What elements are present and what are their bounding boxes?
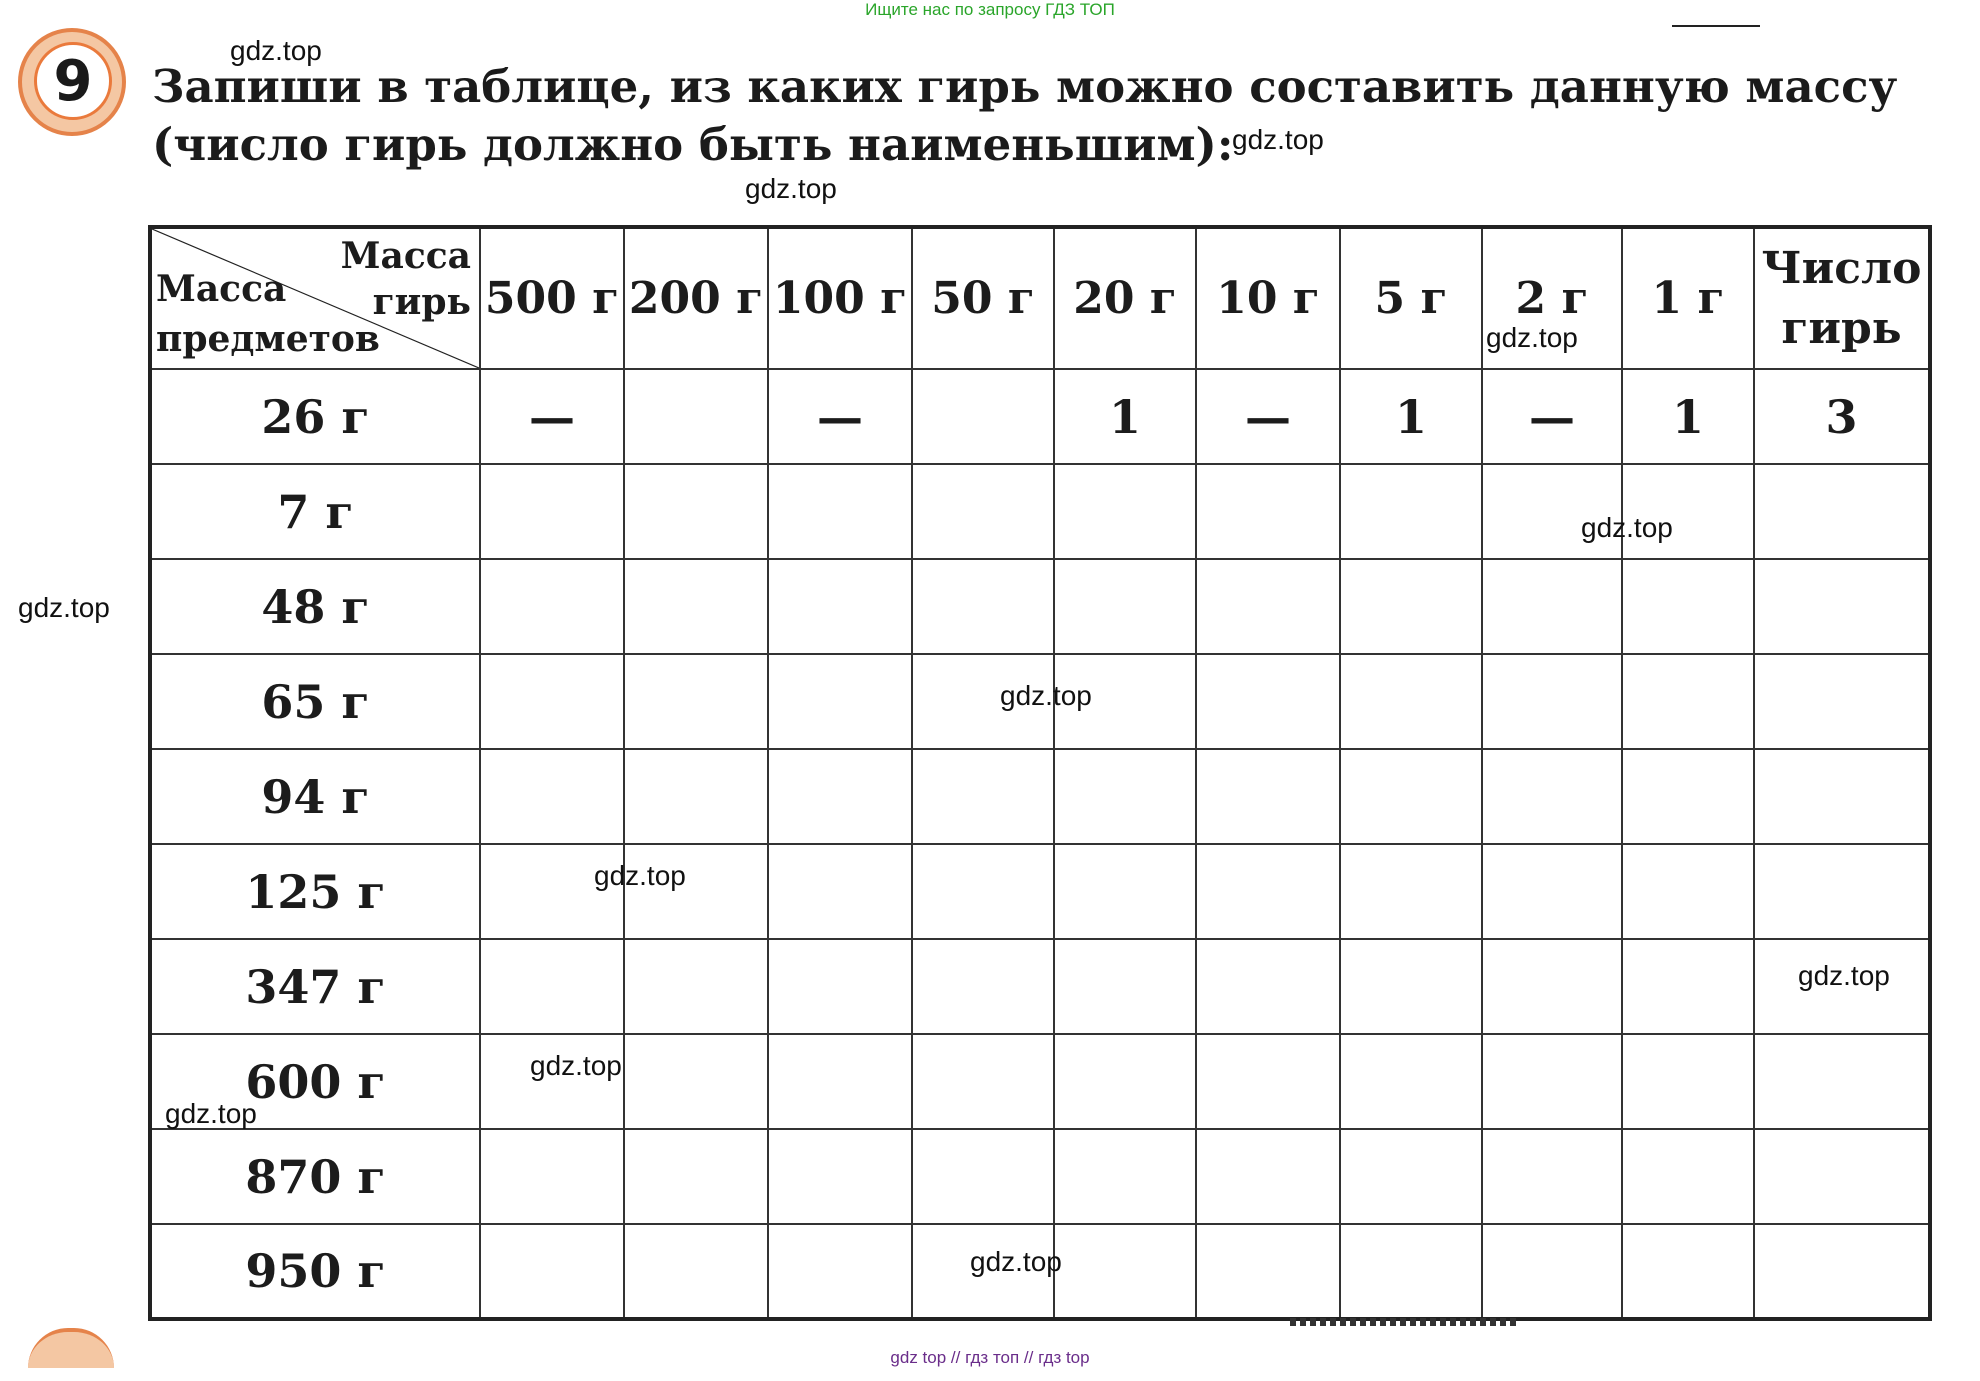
- item-mass-cell: 94 г: [150, 749, 480, 844]
- weight-count-cell[interactable]: [912, 369, 1054, 464]
- weight-count-cell[interactable]: [480, 1129, 624, 1224]
- weight-header: 20 г: [1054, 227, 1196, 369]
- task-instructions-line-2: (число гирь должно быть наименьшим):: [152, 118, 1234, 171]
- watermark: gdz.top: [230, 35, 322, 66]
- weight-count-cell[interactable]: [624, 939, 768, 1034]
- watermark: gdz.top: [1798, 960, 1890, 991]
- weight-count-cell[interactable]: [1482, 1034, 1622, 1129]
- weight-count-cell[interactable]: [912, 844, 1054, 939]
- weight-count-cell[interactable]: 1: [1054, 369, 1196, 464]
- weight-count-cell[interactable]: [1622, 844, 1754, 939]
- weight-count-cell[interactable]: [1340, 559, 1482, 654]
- weight-count-cell[interactable]: [1482, 559, 1622, 654]
- weight-count-cell[interactable]: [1054, 939, 1196, 1034]
- weight-count-cell[interactable]: [1196, 749, 1340, 844]
- top-banner[interactable]: Ищите нас по запросу ГДЗ ТОП: [865, 0, 1115, 19]
- weight-count-cell[interactable]: [1340, 1034, 1482, 1129]
- count-header: [1754, 227, 1930, 369]
- watermark: gdz.top: [1486, 322, 1578, 353]
- weight-count-cell[interactable]: [1196, 654, 1340, 749]
- weight-count-cell[interactable]: [1622, 1224, 1754, 1319]
- total-count-cell[interactable]: 3: [1754, 369, 1930, 464]
- watermark: gdz.top: [970, 1246, 1062, 1277]
- weight-header: 10 г: [1196, 227, 1340, 369]
- watermark: gdz.top: [165, 1098, 257, 1129]
- weight-count-cell[interactable]: [480, 749, 624, 844]
- watermark: gdz.top: [1232, 124, 1324, 155]
- weight-count-cell[interactable]: [768, 654, 912, 749]
- weight-count-cell[interactable]: [1622, 1034, 1754, 1129]
- weight-count-cell[interactable]: [1482, 654, 1622, 749]
- task-number-badge: [18, 28, 126, 136]
- weight-header: 100 г: [768, 227, 912, 369]
- weight-count-cell[interactable]: —: [1196, 369, 1340, 464]
- item-mass-cell: 7 г: [150, 464, 480, 559]
- weight-count-cell[interactable]: 1: [1340, 369, 1482, 464]
- weight-count-cell[interactable]: [1054, 844, 1196, 939]
- weight-count-cell[interactable]: [1340, 1129, 1482, 1224]
- top-rule: [1672, 25, 1760, 27]
- weight-count-cell[interactable]: 1: [1622, 369, 1754, 464]
- weight-header: 1 г: [1622, 227, 1754, 369]
- item-mass-cell: 870 г: [150, 1129, 480, 1224]
- corner-bottom-line-1: Масса: [156, 268, 287, 310]
- weight-count-cell[interactable]: [1622, 1129, 1754, 1224]
- item-mass-cell: 347 г: [150, 939, 480, 1034]
- watermark: gdz.top: [745, 173, 837, 204]
- weight-count-cell[interactable]: [1482, 844, 1622, 939]
- weight-count-cell[interactable]: [624, 654, 768, 749]
- task-instructions-line-1: Запиши в таблице, из каких гирь можно составить данную массу: [152, 60, 1898, 113]
- weight-count-cell[interactable]: [912, 559, 1054, 654]
- watermark: gdz.top: [594, 860, 686, 891]
- item-mass-cell: 125 г: [150, 844, 480, 939]
- weight-count-cell[interactable]: [912, 939, 1054, 1034]
- corner-items-label: [156, 264, 380, 364]
- weight-count-cell[interactable]: [1340, 844, 1482, 939]
- weight-count-cell[interactable]: [624, 559, 768, 654]
- weight-count-cell[interactable]: [1196, 464, 1340, 559]
- table-row: [150, 1034, 1930, 1129]
- item-mass-cell: 26 г: [150, 369, 480, 464]
- weight-count-cell[interactable]: [624, 1034, 768, 1129]
- weight-count-cell[interactable]: [480, 1224, 624, 1319]
- corner-top-line-1: Масса: [340, 235, 471, 277]
- weight-count-cell[interactable]: [1196, 1034, 1340, 1129]
- weights-table: [148, 225, 1932, 1321]
- weight-count-cell[interactable]: [1196, 1129, 1340, 1224]
- weight-count-cell[interactable]: [768, 939, 912, 1034]
- weight-count-cell[interactable]: [624, 1129, 768, 1224]
- weight-count-cell[interactable]: [768, 844, 912, 939]
- table-row: [150, 369, 1930, 464]
- weight-count-cell[interactable]: [1340, 1224, 1482, 1319]
- weight-count-cell[interactable]: [1340, 939, 1482, 1034]
- weight-count-cell[interactable]: [1482, 1224, 1622, 1319]
- total-count-cell[interactable]: [1754, 559, 1930, 654]
- weight-count-cell[interactable]: [1482, 1129, 1622, 1224]
- item-mass-cell: 600 г: [150, 1034, 480, 1129]
- corner-bottom-line-2: предметов: [156, 318, 380, 360]
- table-row: [150, 844, 1930, 939]
- weight-count-cell[interactable]: [1054, 1034, 1196, 1129]
- weight-count-cell[interactable]: [1054, 1129, 1196, 1224]
- total-count-cell[interactable]: [1754, 844, 1930, 939]
- item-mass-cell: 48 г: [150, 559, 480, 654]
- item-mass-cell: 65 г: [150, 654, 480, 749]
- watermark: gdz.top: [1000, 680, 1092, 711]
- table-row: [150, 1129, 1930, 1224]
- weight-count-cell[interactable]: [912, 1034, 1054, 1129]
- table-row: [150, 939, 1930, 1034]
- weight-count-cell[interactable]: [912, 464, 1054, 559]
- weight-count-cell[interactable]: [1340, 749, 1482, 844]
- weight-count-cell[interactable]: [768, 1224, 912, 1319]
- weight-count-cell[interactable]: [624, 1224, 768, 1319]
- weight-header: 2 г: [1482, 227, 1622, 369]
- weight-count-cell[interactable]: [480, 464, 624, 559]
- weight-count-cell[interactable]: [912, 1129, 1054, 1224]
- table-row: [150, 559, 1930, 654]
- weight-count-cell[interactable]: [480, 939, 624, 1034]
- watermark: gdz.top: [530, 1050, 622, 1081]
- weight-count-cell[interactable]: [768, 464, 912, 559]
- weight-count-cell[interactable]: [912, 749, 1054, 844]
- total-count-cell[interactable]: [1754, 1224, 1930, 1319]
- weight-count-cell[interactable]: [1622, 939, 1754, 1034]
- weight-count-cell[interactable]: [1196, 939, 1340, 1034]
- task-instructions: [152, 58, 1932, 174]
- weight-count-cell[interactable]: [1482, 939, 1622, 1034]
- weight-count-cell[interactable]: [1622, 559, 1754, 654]
- table-row: [150, 749, 1930, 844]
- weight-count-cell[interactable]: [1340, 654, 1482, 749]
- weight-count-cell[interactable]: [1196, 844, 1340, 939]
- weight-count-cell[interactable]: [1054, 1224, 1196, 1319]
- task-number: 9: [34, 42, 112, 120]
- weight-count-cell[interactable]: [1622, 749, 1754, 844]
- weight-count-cell[interactable]: [1340, 464, 1482, 559]
- corner-top-line-2: гирь: [372, 281, 471, 323]
- total-count-cell[interactable]: [1754, 464, 1930, 559]
- bottom-rule: [1290, 1318, 1520, 1326]
- weight-header: 50 г: [912, 227, 1054, 369]
- weight-count-cell[interactable]: [1622, 654, 1754, 749]
- header-row: [150, 227, 1930, 369]
- weight-header: 500 г: [480, 227, 624, 369]
- footer-links[interactable]: gdz top // гдз топ // гдз top: [890, 1348, 1090, 1367]
- weight-count-cell[interactable]: [480, 654, 624, 749]
- total-count-cell[interactable]: [1754, 1129, 1930, 1224]
- watermark: gdz.top: [18, 592, 110, 623]
- weight-header: 5 г: [1340, 227, 1482, 369]
- weight-count-cell[interactable]: [1196, 559, 1340, 654]
- total-count-cell[interactable]: [1754, 1034, 1930, 1129]
- corner-header: [150, 227, 480, 369]
- weight-count-cell[interactable]: [1054, 559, 1196, 654]
- weight-count-cell[interactable]: [624, 369, 768, 464]
- weight-count-cell[interactable]: [1196, 1224, 1340, 1319]
- weight-count-cell[interactable]: [768, 1129, 912, 1224]
- weight-count-cell[interactable]: [1482, 749, 1622, 844]
- weight-header: 200 г: [624, 227, 768, 369]
- total-count-cell[interactable]: [1754, 654, 1930, 749]
- total-count-cell[interactable]: [1754, 749, 1930, 844]
- weight-count-cell[interactable]: [624, 464, 768, 559]
- weight-count-cell[interactable]: [1054, 749, 1196, 844]
- weight-count-cell[interactable]: [1054, 464, 1196, 559]
- count-header-line-1: Число: [1761, 242, 1922, 294]
- weight-count-cell[interactable]: [768, 1034, 912, 1129]
- item-mass-cell: 950 г: [150, 1224, 480, 1319]
- weight-count-cell[interactable]: —: [480, 369, 624, 464]
- weight-count-cell[interactable]: [480, 559, 624, 654]
- watermark: gdz.top: [1581, 512, 1673, 543]
- weight-count-cell[interactable]: —: [1482, 369, 1622, 464]
- count-header-line-2: гирь: [1781, 302, 1902, 354]
- weight-count-cell[interactable]: [768, 559, 912, 654]
- weight-count-cell[interactable]: [624, 749, 768, 844]
- weight-count-cell[interactable]: [768, 749, 912, 844]
- weight-count-cell[interactable]: —: [768, 369, 912, 464]
